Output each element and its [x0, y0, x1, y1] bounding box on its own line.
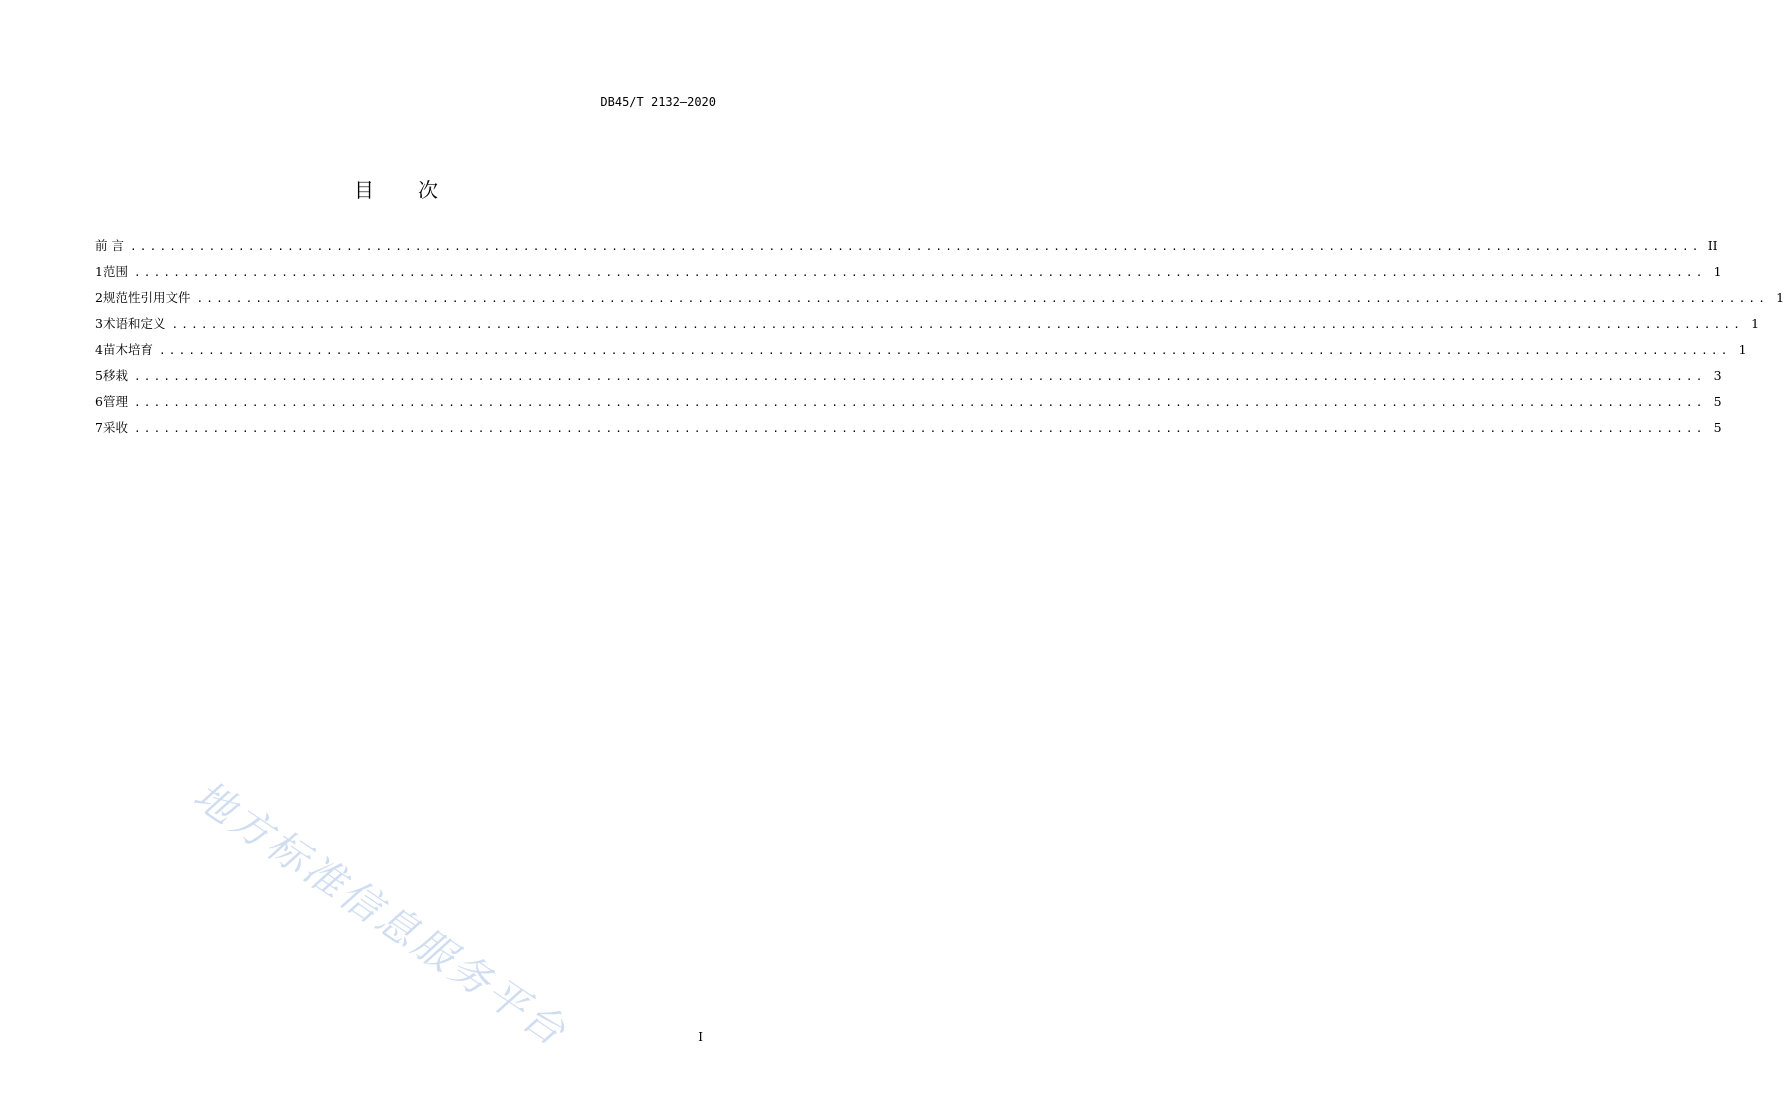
toc-entry-management[interactable] [95, 392, 1722, 418]
toc-entry-normative-references[interactable] [95, 288, 1784, 314]
toc-entry-label: 采收 [102, 420, 128, 435]
toc-leader-dots: ................................................................................................................................................................ [158, 344, 1731, 357]
toc-entry-page: 1 [1738, 342, 1747, 357]
toc-entry-label: 苗木培育 [102, 342, 153, 357]
toc-entry-number: 6 [95, 394, 103, 409]
toc-entry-page: 1 [1776, 290, 1784, 305]
table-of-contents [95, 236, 1784, 444]
page-number: I [698, 1030, 703, 1044]
toc-entry-number: 5 [95, 368, 103, 383]
toc-entry-number: 7 [95, 420, 103, 435]
watermark-text: 地方标准信息服务平台 [185, 772, 576, 1057]
toc-leader-dots: ................................................................................................................................................................ [133, 370, 1706, 383]
toc-title [0, 174, 792, 203]
toc-entry-page: 5 [1713, 420, 1722, 435]
toc-leader-dots: ................................................................................................................................................................ [196, 292, 1769, 305]
toc-entry-number: 3 [95, 316, 103, 331]
toc-entry-label: 范围 [102, 264, 128, 279]
toc-title-char-2: 次 [418, 178, 438, 202]
document-code: DB45/T 2132—2020 [600, 95, 716, 109]
toc-entry-foreword[interactable] [95, 236, 1718, 262]
toc-entry-page: 1 [1751, 316, 1760, 331]
toc-entry-label: 前 言 [95, 238, 124, 253]
toc-entry-label: 术语和定义 [102, 316, 166, 331]
toc-entry-label: 移栽 [102, 368, 128, 383]
toc-leader-dots: ................................................................................................................................................................ [133, 266, 1706, 279]
toc-entry-page: 1 [1713, 264, 1722, 279]
toc-title-char-1: 目 [354, 178, 374, 202]
toc-entry-transplanting[interactable] [95, 366, 1722, 392]
toc-entry-scope[interactable] [95, 262, 1722, 288]
toc-entry-label: 规范性引用文件 [102, 290, 191, 305]
toc-entry-seedling-cultivation[interactable] [95, 340, 1747, 366]
toc-entry-number: 4 [95, 342, 103, 357]
toc-entry-terms-definitions[interactable] [95, 314, 1760, 340]
toc-leader-dots: ................................................................................................................................................................ [133, 396, 1706, 409]
toc-entry-page: II [1707, 238, 1718, 253]
toc-leader-dots: ................................................................................................................................................................ [171, 318, 1744, 331]
toc-entry-page: 3 [1713, 368, 1722, 383]
toc-entry-number: 2 [95, 290, 103, 305]
toc-leader-dots: ................................................................................................................................................................ [129, 240, 1702, 253]
toc-leader-dots: ................................................................................................................................................................ [133, 422, 1706, 435]
toc-entry-number: 1 [95, 264, 103, 279]
toc-entry-harvesting[interactable] [95, 418, 1722, 444]
toc-entry-label: 管理 [102, 394, 128, 409]
toc-entry-page: 5 [1713, 394, 1722, 409]
